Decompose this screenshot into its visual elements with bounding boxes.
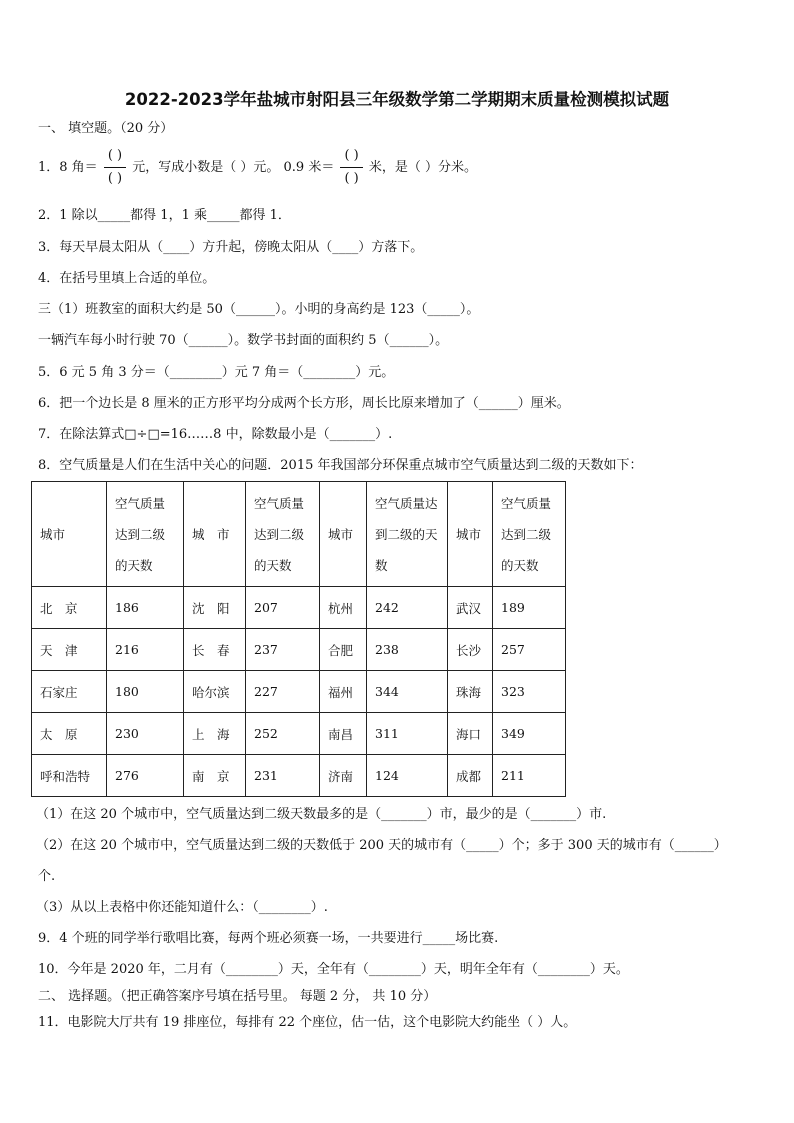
- question-8-part-2: （2）在这 20 个城市中，空气质量达到二级的天数低于 200 天的城市有（_____）个；多于 300 天的城市有（______）: [36, 838, 727, 853]
- days-cell: 227: [246, 671, 320, 713]
- q1-part-c: 米，是（ ）分米。: [368, 160, 478, 175]
- table-row: [32, 671, 566, 713]
- page-title: 2022-2023学年盐城市射阳县三年级数学第二学期期末质量检测模拟试题: [124, 90, 670, 109]
- question-3: 3．每天早晨太阳从（____）方升起，傍晚太阳从（____）方落下。: [38, 240, 424, 255]
- table-header-cell: 城市: [448, 482, 493, 587]
- numerator-blank: ( ): [107, 148, 123, 163]
- days-cell: 230: [107, 713, 184, 755]
- question-4-line-a: 三（1）班教室的面积大约是 50（______）。小明的身高约是 123（_____）。: [38, 302, 480, 317]
- fraction-blank: [340, 146, 362, 189]
- city-cell: 上 海: [184, 713, 246, 755]
- days-cell: 276: [107, 755, 184, 797]
- city-cell: 南昌: [320, 713, 367, 755]
- days-cell: 349: [493, 713, 566, 755]
- numerator-blank: ( ): [344, 148, 359, 163]
- table-row: [32, 629, 566, 671]
- table-header-cell: 城市: [32, 482, 107, 587]
- table-row: [32, 587, 566, 629]
- question-5: 5．6 元 5 角 3 分＝（________）元 7 角＝（________）元。: [38, 365, 395, 380]
- days-cell: 189: [493, 587, 566, 629]
- city-cell: 武汉: [448, 587, 493, 629]
- table-header-cell: 空气质量达到二级的天数: [493, 482, 566, 587]
- fraction-blank: [104, 146, 126, 189]
- city-cell: 合肥: [320, 629, 367, 671]
- city-cell: 南 京: [184, 755, 246, 797]
- city-cell: 北 京: [32, 587, 107, 629]
- city-cell: 福州: [320, 671, 367, 713]
- question-9: 9．4 个班的同学举行歌唱比赛，每两个班必须赛一场，一共要进行_____场比赛.: [38, 931, 499, 946]
- table-row: [32, 755, 566, 797]
- city-cell: 石家庄: [32, 671, 107, 713]
- days-cell: 237: [246, 629, 320, 671]
- days-cell: 207: [246, 587, 320, 629]
- days-cell: 344: [367, 671, 448, 713]
- days-cell: 323: [493, 671, 566, 713]
- days-cell: 124: [367, 755, 448, 797]
- city-cell: 济南: [320, 755, 367, 797]
- question-8-part-1: （1）在这 20 个城市中，空气质量达到二级天数最多的是（_______）市，最少的是（_______）市.: [36, 807, 607, 822]
- city-cell: 长沙: [448, 629, 493, 671]
- table-header-cell: 空气质量达到二级的天数: [107, 482, 184, 587]
- days-cell: 311: [367, 713, 448, 755]
- question-8-part-3: （3）从以上表格中你还能知道什么：（________）.: [36, 900, 328, 915]
- section-heading-multiple-choice: 二、 选择题。（把正确答案序号填在括号里。 每题 2 分， 共 10 分）: [38, 989, 437, 1004]
- question-10: 10．今年是 2020 年，二月有（________）天，全年有（________）天，明年全年有（________）天。: [38, 962, 629, 977]
- table-row: [32, 713, 566, 755]
- question-8-part-2-cont: 个.: [38, 869, 56, 884]
- denominator-blank: ( ): [344, 171, 359, 186]
- table-header-cell: 空气质量达到二级的天数: [246, 482, 320, 587]
- question-4: 4．在括号里填上合适的单位。: [38, 271, 216, 286]
- question-7: 7．在除法算式□÷□=16……8 中，除数最小是（_______）.: [38, 427, 393, 442]
- table-header-cell: 空气质量达到二级的天数: [367, 482, 448, 587]
- q1-part-b: 元，写成小数是（ ）元。 0.9 米＝: [132, 160, 335, 175]
- question-4-line-b: 一辆汽车每小时行驶 70（______）。数学书封面的面积约 5（______）。: [38, 333, 449, 348]
- days-cell: 252: [246, 713, 320, 755]
- table-header-row: [32, 482, 566, 587]
- question-1: [38, 146, 477, 189]
- days-cell: 216: [107, 629, 184, 671]
- air-quality-table: [31, 481, 566, 797]
- question-2: 2．1 除以_____都得 1，1 乘_____都得 1．: [38, 208, 291, 223]
- days-cell: 211: [493, 755, 566, 797]
- city-cell: 太 原: [32, 713, 107, 755]
- table-header-cell: 城市: [320, 482, 367, 587]
- days-cell: 238: [367, 629, 448, 671]
- city-cell: 海口: [448, 713, 493, 755]
- city-cell: 呼和浩特: [32, 755, 107, 797]
- days-cell: 180: [107, 671, 184, 713]
- question-11: 11．电影院大厅共有 19 排座位，每排有 22 个座位，估一估，这个电影院大约能坐（ ）人。: [38, 1015, 577, 1030]
- city-cell: 天 津: [32, 629, 107, 671]
- city-cell: 沈 阳: [184, 587, 246, 629]
- city-cell: 成都: [448, 755, 493, 797]
- days-cell: 231: [246, 755, 320, 797]
- days-cell: 242: [367, 587, 448, 629]
- fraction-bar: [104, 167, 126, 168]
- table-header-cell: 城 市: [184, 482, 246, 587]
- days-cell: 257: [493, 629, 566, 671]
- section-heading-fill-blanks: 一、 填空题。（20 分）: [38, 121, 174, 136]
- question-8: 8．空气质量是人们在生活中关心的问题．2015 年我国部分环保重点城市空气质量达到二级的天数如下：: [38, 458, 643, 473]
- q1-part-a: 1．8 角＝: [38, 160, 98, 175]
- denominator-blank: ( ): [107, 171, 123, 186]
- question-6: 6．把一个边长是 8 厘米的正方形平均分成两个长方形，周长比原来增加了（______）厘米。: [38, 396, 570, 411]
- days-cell: 186: [107, 587, 184, 629]
- city-cell: 珠海: [448, 671, 493, 713]
- city-cell: 杭州: [320, 587, 367, 629]
- fraction-bar: [340, 167, 362, 168]
- city-cell: 长 春: [184, 629, 246, 671]
- city-cell: 哈尔滨: [184, 671, 246, 713]
